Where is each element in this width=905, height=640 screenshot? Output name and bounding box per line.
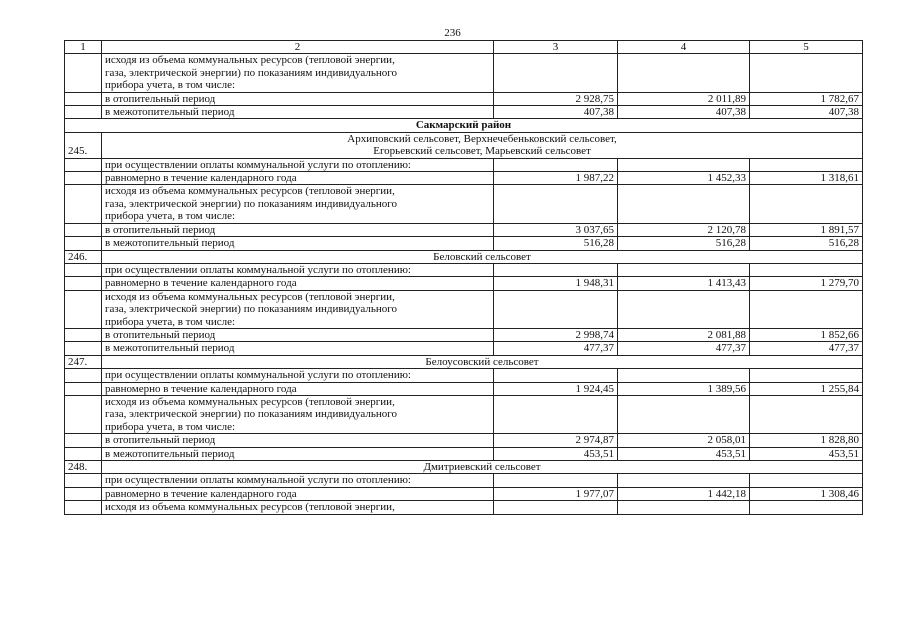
- meter-description: исходя из объема коммунальных ресурсов (тепловой энергии, газа, электрической энергии) по показаниям индивидуального прибора учета, в том числе:: [102, 290, 494, 328]
- value-cell: 3 037,65: [494, 223, 618, 236]
- row-label: в отопительный период: [102, 92, 494, 105]
- value-cell: 1 891,57: [750, 223, 863, 236]
- value-cell: 2 011,89: [618, 92, 750, 105]
- value-cell: 1 255,84: [750, 382, 863, 395]
- table-row: [65, 328, 863, 341]
- row-label: равномерно в течение календарного года: [102, 277, 494, 290]
- table-row: [65, 382, 863, 395]
- value-cell: 2 974,87: [494, 434, 618, 447]
- row-label: в межотопительный период: [102, 447, 494, 460]
- value-cell: 2 058,01: [618, 434, 750, 447]
- column-header: 3: [494, 41, 618, 54]
- value-cell: 453,51: [618, 447, 750, 460]
- table-row: [65, 369, 863, 382]
- value-cell: 1 948,31: [494, 277, 618, 290]
- value-cell: 1 389,56: [618, 382, 750, 395]
- row-label: равномерно в течение календарного года: [102, 487, 494, 500]
- column-header: 2: [102, 41, 494, 54]
- section-title: Архиповский сельсовет, Верхнечебеньковский сельсовет, Егорьевский сельсовет, Марьевский сельсовет: [102, 132, 863, 158]
- table-row: [65, 277, 863, 290]
- table-row: [65, 223, 863, 236]
- value-cell: 1 987,22: [494, 172, 618, 185]
- meter-description: исходя из объема коммунальных ресурсов (тепловой энергии,: [102, 501, 494, 514]
- table-row: [65, 92, 863, 105]
- column-header: 1: [65, 41, 102, 54]
- value-cell: 453,51: [750, 447, 863, 460]
- table-row: [65, 434, 863, 447]
- value-cell: 407,38: [494, 106, 618, 119]
- row-label: в отопительный период: [102, 434, 494, 447]
- row-label: при осуществлении оплаты коммунальной услуги по отоплению:: [102, 369, 494, 382]
- value-cell: 2 998,74: [494, 328, 618, 341]
- table-row: [65, 172, 863, 185]
- table-row: [65, 237, 863, 250]
- section-index: 248.: [65, 461, 102, 474]
- value-cell: 2 081,88: [618, 328, 750, 341]
- row-label: при осуществлении оплаты коммунальной услуги по отоплению:: [102, 474, 494, 487]
- table-row: [65, 501, 863, 514]
- district-row: [65, 119, 863, 132]
- section-title: Дмитриевский сельсовет: [102, 461, 863, 474]
- value-cell: 516,28: [750, 237, 863, 250]
- row-label: в отопительный период: [102, 223, 494, 236]
- table-row: [65, 290, 863, 328]
- section-title: Белоусовский сельсовет: [102, 355, 863, 368]
- value-cell: 477,37: [750, 342, 863, 355]
- row-label: в межотопительный период: [102, 342, 494, 355]
- section-title-row: [65, 250, 863, 263]
- table-row: [65, 487, 863, 500]
- value-cell: 2 120,78: [618, 223, 750, 236]
- section-title-row: [65, 461, 863, 474]
- value-cell: 1 828,80: [750, 434, 863, 447]
- value-cell: 477,37: [494, 342, 618, 355]
- value-cell: 453,51: [494, 447, 618, 460]
- row-label: в межотопительный период: [102, 106, 494, 119]
- section-title: Беловский сельсовет: [102, 250, 863, 263]
- page-number: 236: [444, 27, 461, 39]
- value-cell: 516,28: [618, 237, 750, 250]
- value-cell: 1 413,43: [618, 277, 750, 290]
- section-index: 246.: [65, 250, 102, 263]
- row-label: при осуществлении оплаты коммунальной услуги по отоплению:: [102, 158, 494, 171]
- section-index: 247.: [65, 355, 102, 368]
- row-label: равномерно в течение календарного года: [102, 382, 494, 395]
- table-row: [65, 54, 863, 92]
- meter-description: исходя из объема коммунальных ресурсов (тепловой энергии, газа, электрической энергии) по показаниям индивидуального прибора учета, в том числе:: [102, 54, 494, 92]
- value-cell: 1 308,46: [750, 487, 863, 500]
- tariff-table: [64, 40, 863, 515]
- section-title-row: [65, 132, 863, 158]
- section-index: 245.: [65, 132, 102, 158]
- row-label: равномерно в течение календарного года: [102, 172, 494, 185]
- value-cell: 1 452,33: [618, 172, 750, 185]
- value-cell: 1 852,66: [750, 328, 863, 341]
- value-cell: 1 442,18: [618, 487, 750, 500]
- value-cell: 407,38: [618, 106, 750, 119]
- value-cell: 2 928,75: [494, 92, 618, 105]
- value-cell: 516,28: [494, 237, 618, 250]
- table-row: [65, 447, 863, 460]
- table-row: [65, 342, 863, 355]
- meter-description: исходя из объема коммунальных ресурсов (тепловой энергии, газа, электрической энергии) по показаниям индивидуального прибора учета, в том числе:: [102, 185, 494, 223]
- value-cell: 1 279,70: [750, 277, 863, 290]
- value-cell: 1 924,45: [494, 382, 618, 395]
- value-cell: 1 318,61: [750, 172, 863, 185]
- section-title-row: [65, 355, 863, 368]
- value-cell: 407,38: [750, 106, 863, 119]
- table-row: [65, 263, 863, 276]
- column-header: 4: [618, 41, 750, 54]
- table-row: [65, 395, 863, 433]
- column-header-row: [65, 41, 863, 54]
- meter-description: исходя из объема коммунальных ресурсов (тепловой энергии, газа, электрической энергии) по показаниям индивидуального прибора учета, в том числе:: [102, 395, 494, 433]
- table-row: [65, 474, 863, 487]
- row-label: при осуществлении оплаты коммунальной услуги по отоплению:: [102, 263, 494, 276]
- table-row: [65, 185, 863, 223]
- value-cell: 1 977,07: [494, 487, 618, 500]
- value-cell: 1 782,67: [750, 92, 863, 105]
- value-cell: 477,37: [618, 342, 750, 355]
- column-header: 5: [750, 41, 863, 54]
- row-label: в отопительный период: [102, 328, 494, 341]
- district-title: Сакмарский район: [65, 119, 863, 132]
- table-row: [65, 106, 863, 119]
- row-label: в межотопительный период: [102, 237, 494, 250]
- table-row: [65, 158, 863, 171]
